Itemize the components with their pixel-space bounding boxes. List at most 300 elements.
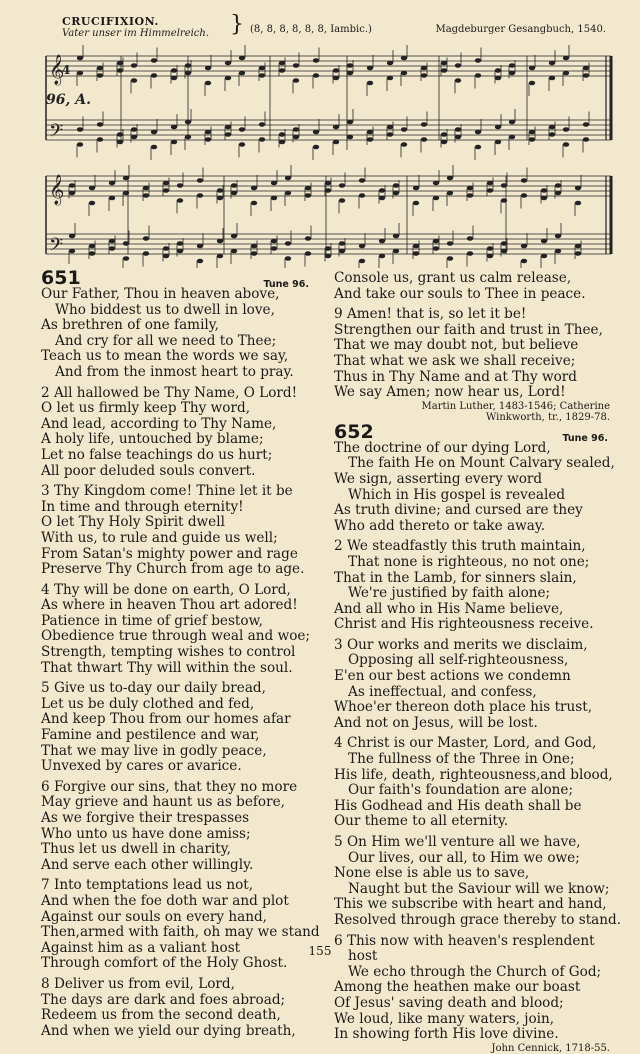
note — [441, 61, 447, 66]
note — [441, 132, 447, 137]
note — [467, 251, 473, 256]
note — [151, 73, 157, 78]
note — [171, 140, 177, 145]
music-score — [0, 0, 640, 268]
verse-line: Teach us to mean the words we say, — [41, 348, 289, 365]
note — [387, 76, 393, 81]
hymn-number: 651 — [41, 267, 81, 289]
notes — [69, 45, 589, 268]
note — [77, 127, 83, 132]
note — [205, 137, 211, 142]
note — [339, 249, 345, 254]
note — [475, 73, 481, 78]
note — [541, 254, 547, 259]
note — [455, 135, 461, 140]
note — [271, 239, 277, 244]
verse-line: Who unto us have done amiss; — [41, 825, 251, 842]
barlines — [121, 56, 611, 254]
note — [441, 68, 447, 73]
tune-reference: Tune 96. — [263, 279, 309, 290]
note — [109, 181, 115, 186]
note — [251, 186, 257, 191]
verse-line: Patience in time of grief bestow, — [41, 612, 263, 629]
verse-line: And serve each other willingly. — [41, 856, 254, 873]
verse-line: Thus in Thy Name and at Thy word — [334, 368, 577, 385]
note — [197, 259, 203, 264]
verse-line: Opposing all self-righteousness, — [348, 652, 569, 669]
note — [393, 183, 399, 188]
note — [529, 137, 535, 142]
note — [401, 71, 407, 76]
verse-line: Redeem us from the second death, — [41, 1007, 281, 1024]
note — [305, 251, 311, 256]
note — [313, 58, 319, 63]
verse-line: Thus let us dwell in charity, — [41, 841, 231, 858]
verse-line: Christ and His righteousness receive. — [334, 616, 594, 633]
note — [421, 122, 427, 127]
note — [305, 186, 311, 191]
note — [501, 241, 507, 246]
hymn-652-heading — [334, 420, 616, 444]
staff-treble-1 — [46, 56, 611, 76]
note — [205, 130, 211, 135]
note — [367, 130, 373, 135]
note — [259, 122, 265, 127]
note — [563, 56, 569, 61]
verse-line: This we subscribe with heart and hand, — [334, 896, 607, 913]
verse-line: Unvexed by cares or avarice. — [41, 758, 242, 775]
verse-line: We echo through the Church of God; — [348, 963, 602, 980]
time-signature: 4 — [62, 63, 71, 77]
hymn-number: 652 — [334, 420, 374, 443]
note — [575, 251, 581, 256]
note — [163, 181, 169, 186]
verse-line: 2 We steadfastly this truth maintain, — [334, 538, 586, 555]
note — [185, 71, 191, 76]
note — [117, 68, 123, 73]
page-number: 155 — [308, 944, 332, 958]
note — [367, 66, 373, 71]
note — [259, 137, 265, 142]
verse-line: As ineffectual, and confess, — [348, 683, 537, 700]
note — [313, 73, 319, 78]
note — [563, 142, 569, 147]
note — [97, 66, 103, 71]
tune-source: Magdeburger Gesangbuch, 1540. — [435, 24, 606, 35]
bass-clef: 𝄢 — [49, 121, 64, 146]
note — [333, 125, 339, 130]
note — [447, 241, 453, 246]
note — [231, 249, 237, 254]
hymn-651-attribution-2: Winkworth, tr., 1829-78. — [486, 411, 610, 423]
note — [413, 201, 419, 206]
verse-line: The fullness of the Three in One; — [348, 751, 575, 768]
brace: } — [230, 12, 244, 37]
note — [239, 142, 245, 147]
note — [549, 76, 555, 81]
note — [333, 140, 339, 145]
note — [487, 246, 493, 251]
note — [97, 122, 103, 127]
note — [359, 244, 365, 249]
note — [217, 254, 223, 259]
note — [185, 135, 191, 140]
note — [393, 191, 399, 196]
note — [367, 81, 373, 86]
meter: (8, 8, 8, 8, 8, 8, Iambic.) — [250, 24, 372, 35]
verse-line: As truth divine; and cursed are they — [334, 502, 583, 519]
verse-line: O let us firmly keep Thy word, — [41, 400, 251, 417]
note — [541, 196, 547, 201]
note — [239, 56, 245, 61]
note — [455, 63, 461, 68]
verse-line: Obedience true through weal and woe; — [41, 628, 311, 645]
note — [293, 63, 299, 68]
verse-line: Our faith's foundation are alone; — [348, 782, 574, 799]
note — [509, 63, 515, 68]
note — [225, 76, 231, 81]
note — [231, 191, 237, 196]
note — [347, 120, 353, 125]
verse-line: 3 Our works and merits we disclaim, — [334, 636, 588, 653]
hymn-651-heading — [41, 267, 317, 290]
verse-line: The doctrine of our dying Lord, — [334, 439, 551, 456]
note — [387, 61, 393, 66]
verse-line: Through comfort of the Holy Ghost. — [41, 955, 288, 972]
note — [109, 196, 115, 201]
note — [583, 66, 589, 71]
note — [89, 244, 95, 249]
verse-line: And take our souls to Thee in peace. — [334, 285, 586, 302]
verse-line: And keep Thou from our homes afar — [41, 711, 291, 728]
tune-number: 96, A. — [46, 92, 91, 108]
verse-line: host — [348, 948, 378, 965]
verse-line: 3 Thy Kingdom come! Thine let it be — [41, 483, 293, 500]
verse-line: E'en our best actions we condemn — [334, 668, 571, 685]
note — [123, 256, 129, 261]
verse-line: Resolved through grace thereby to stand. — [334, 911, 622, 928]
verse-line: That we may doubt not, but believe — [334, 337, 579, 354]
note — [177, 249, 183, 254]
note — [495, 125, 501, 130]
verse-line: Naught but the Saviour will we know; — [348, 880, 610, 897]
note — [123, 241, 129, 246]
verse-line: That we may live in godly peace, — [41, 742, 267, 759]
treble-clef: 𝄞 — [49, 55, 65, 85]
verse-line: We loud, like many waters, join, — [334, 1010, 555, 1027]
note — [163, 246, 169, 251]
verse-line: We sign, asserting every word — [334, 470, 543, 487]
note — [433, 239, 439, 244]
note — [239, 127, 245, 132]
note — [185, 63, 191, 68]
note — [413, 251, 419, 256]
note — [339, 198, 345, 203]
note — [225, 132, 231, 137]
hymn-652-attribution: John Cennick, 1718-55. — [491, 1042, 610, 1054]
note — [501, 183, 507, 188]
note — [231, 234, 237, 239]
note — [575, 201, 581, 206]
verse-line: 2 All hallowed be Thy Name, O Lord! — [41, 384, 298, 401]
verse-line: Our theme to all eternity. — [334, 813, 509, 830]
verse-line: May grieve and haunt us as before, — [41, 794, 285, 811]
verse-line: From Satan's mighty power and rage — [41, 545, 298, 562]
note — [339, 241, 345, 246]
verse-line: We're justified by faith alone; — [348, 585, 551, 602]
note — [239, 71, 245, 76]
note — [433, 196, 439, 201]
hymn-651-attribution-1: Martin Luther, 1483-1546; Catherine — [421, 400, 610, 412]
note — [433, 181, 439, 186]
note — [521, 244, 527, 249]
note — [77, 142, 83, 147]
note — [131, 135, 137, 140]
note — [367, 137, 373, 142]
verse-line: Console us, grant us calm release, — [334, 270, 572, 286]
note — [151, 58, 157, 63]
note — [359, 193, 365, 198]
note — [293, 78, 299, 83]
note — [413, 186, 419, 191]
note — [541, 239, 547, 244]
note — [379, 196, 385, 201]
note — [433, 246, 439, 251]
verse-line: 7 Into temptations lead us not, — [41, 877, 254, 894]
verse-line: Preserve Thy Church from age to age. — [41, 561, 305, 578]
note — [379, 239, 385, 244]
note — [379, 254, 385, 259]
note — [333, 76, 339, 81]
note — [529, 81, 535, 86]
note — [413, 244, 419, 249]
note — [529, 66, 535, 71]
verse-line: Let us be duly clothed and fed, — [41, 695, 255, 712]
note — [575, 244, 581, 249]
verse-line: The faith He on Mount Calvary sealed, — [348, 455, 615, 472]
note — [151, 145, 157, 150]
note — [225, 61, 231, 66]
note — [163, 188, 169, 193]
note — [447, 191, 453, 196]
note — [313, 145, 319, 150]
hymn-651-continuation — [334, 271, 616, 401]
verse-line: As brethren of one family, — [41, 317, 219, 334]
note — [251, 251, 257, 256]
note — [109, 239, 115, 244]
note — [97, 73, 103, 78]
note — [131, 78, 137, 83]
note — [583, 137, 589, 142]
note — [487, 188, 493, 193]
verse-line: Whoe'er thereon doth place his trust, — [334, 699, 593, 716]
note — [197, 244, 203, 249]
note — [271, 246, 277, 251]
verse-line: Against him as a valiant host — [41, 939, 241, 956]
tune-subtitle: Vater unser im Himmelreich. — [62, 28, 210, 39]
verse-line: Then,armed with faith, oh may we stand — [41, 924, 320, 941]
note — [293, 135, 299, 140]
treble-clef-2: 𝄞 — [49, 175, 65, 205]
note — [501, 198, 507, 203]
note — [123, 176, 129, 181]
verse-line: And not on Jesus, will be lost. — [334, 714, 538, 731]
note — [285, 256, 291, 261]
note — [347, 135, 353, 140]
note — [225, 125, 231, 130]
note — [447, 176, 453, 181]
note — [401, 127, 407, 132]
note — [279, 68, 285, 73]
verse-line: 8 Deliver us from evil, Lord, — [41, 975, 235, 992]
note — [509, 135, 515, 140]
note — [217, 196, 223, 201]
note — [333, 68, 339, 73]
verse-line: 5 Give us to-day our daily bread, — [41, 680, 266, 697]
note — [305, 236, 311, 241]
verse-line: And when the foe doth war and plot — [41, 892, 289, 909]
note — [495, 140, 501, 145]
note — [89, 201, 95, 206]
note — [259, 66, 265, 71]
note — [293, 127, 299, 132]
note — [441, 140, 447, 145]
note — [421, 73, 427, 78]
note — [171, 125, 177, 130]
note — [495, 68, 501, 73]
note — [495, 76, 501, 81]
note — [393, 249, 399, 254]
tune-reference: Tune 96. — [562, 432, 608, 444]
note — [251, 244, 257, 249]
verse-line: In time and through eternity! — [41, 498, 244, 515]
verse-line: Which in His gospel is revealed — [348, 486, 566, 503]
note — [347, 63, 353, 68]
verse-line: 9 Amen! that is, so let it be! — [334, 306, 527, 323]
note — [131, 63, 137, 68]
note — [359, 178, 365, 183]
note — [197, 193, 203, 198]
verse-line: His Godhead and His death shall be — [334, 797, 582, 814]
note — [455, 78, 461, 83]
note — [313, 130, 319, 135]
note — [549, 125, 555, 130]
note — [305, 193, 311, 198]
note — [143, 193, 149, 198]
verse-line: Our lives, our all, to Him we owe; — [348, 849, 580, 866]
note — [555, 234, 561, 239]
verse-line: 4 Thy will be done on earth, O Lord, — [41, 581, 291, 598]
verse-line: 4 Christ is our Master, Lord, and God, — [334, 735, 597, 752]
note — [467, 193, 473, 198]
note — [393, 234, 399, 239]
note — [447, 256, 453, 261]
note — [487, 181, 493, 186]
verse-line: All poor deluded souls convert. — [41, 462, 256, 479]
note — [279, 132, 285, 137]
note — [467, 236, 473, 241]
note — [421, 137, 427, 142]
verse-line: Famine and pestilence and war, — [41, 727, 260, 744]
note — [177, 198, 183, 203]
verse-line: His life, death, righteousness,and blood, — [334, 766, 613, 783]
verse-line: And when we yield our dying breath, — [41, 1022, 296, 1039]
verse-line: None else is able us to save, — [334, 865, 530, 882]
note — [89, 186, 95, 191]
note — [89, 251, 95, 256]
note — [325, 246, 331, 251]
note — [467, 186, 473, 191]
note — [555, 183, 561, 188]
verse-line: In showing forth His love divine. — [334, 1026, 559, 1043]
note — [69, 249, 75, 254]
verse-line: As where in heaven Thou art adored! — [41, 597, 298, 614]
note — [251, 201, 257, 206]
verse-line: 6 This now with heaven's resplendent — [334, 932, 595, 949]
note — [401, 56, 407, 61]
note — [455, 127, 461, 132]
note — [501, 249, 507, 254]
note — [143, 251, 149, 256]
note — [475, 145, 481, 150]
note — [197, 178, 203, 183]
note — [421, 66, 427, 71]
note — [555, 191, 561, 196]
note — [521, 193, 527, 198]
note — [69, 234, 75, 239]
note — [271, 196, 277, 201]
verse-line: Who biddest us to dwell in love, — [55, 301, 275, 318]
note — [109, 246, 115, 251]
note — [231, 183, 237, 188]
note — [549, 132, 555, 137]
verse-line: Strength, tempting wishes to control — [41, 644, 296, 661]
note — [117, 61, 123, 66]
note — [143, 236, 149, 241]
verse-line: Who add thereto or take away. — [334, 517, 546, 534]
note — [541, 188, 547, 193]
note — [509, 71, 515, 76]
note — [475, 58, 481, 63]
verse-line: We say Amen; now hear us, Lord! — [334, 384, 566, 401]
verse-line: That what we ask we shall receive; — [334, 352, 576, 369]
verse-line: With us, to rule and guide us well; — [41, 529, 278, 546]
note — [379, 188, 385, 193]
note — [185, 120, 191, 125]
verse-line: That none is righteous, no not one; — [348, 553, 590, 570]
verse-line: Among the heathen make our boast — [334, 979, 581, 996]
bass-clef-2: 𝄢 — [49, 235, 64, 260]
note — [475, 130, 481, 135]
verse-line: The days are dark and foes abroad; — [41, 991, 286, 1008]
note — [521, 178, 527, 183]
note — [325, 254, 331, 259]
note — [279, 140, 285, 145]
note — [563, 127, 569, 132]
verse-line: That in the Lamb, for sinners slain, — [334, 569, 577, 586]
note — [69, 183, 75, 188]
note — [325, 181, 331, 186]
verse-line: Our Father, Thou in heaven above, — [41, 286, 280, 302]
tune-name: CRUCIFIXION. — [62, 15, 159, 28]
note — [549, 61, 555, 66]
verse-line: Of Jesus' saving death and blood; — [334, 994, 564, 1011]
note — [521, 259, 527, 264]
note — [205, 66, 211, 71]
verse-line: Against our souls on every hand, — [41, 908, 267, 925]
verse-line: And lead, according to Thy Name, — [41, 415, 277, 432]
note — [171, 76, 177, 81]
